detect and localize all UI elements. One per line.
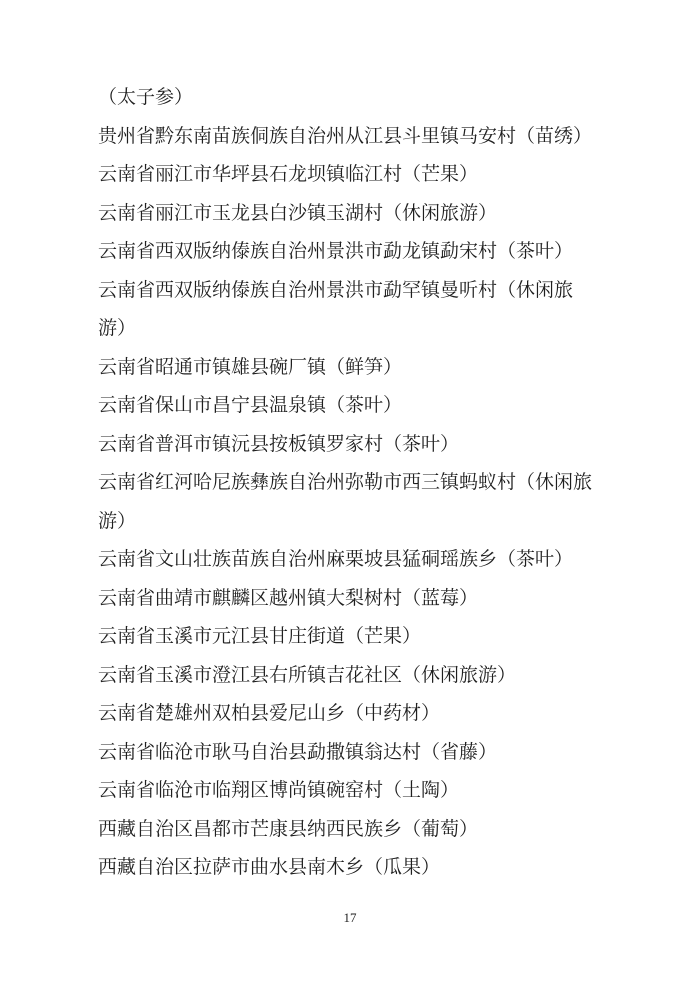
entry-list <box>98 79 595 888</box>
list-entry: 云南省保山市昌宁县温泉镇（茶叶） <box>98 395 403 416</box>
list-entry: 云南省文山壮族苗族自治州麻栗坡县猛硐瑶族乡（茶叶） <box>98 549 574 570</box>
list-entry: 云南省普洱市镇沅县按板镇罗家村（茶叶） <box>98 433 460 455</box>
list-entry: 云南省西双版纳傣族自治州景洪市勐龙镇勐宋村（茶叶） <box>98 241 574 262</box>
list-entry: 云南省玉溪市元江县甘庄街道（芒果） <box>98 626 422 647</box>
list-entry: （太子参） <box>98 87 194 108</box>
list-entry: 云南省楚雄州双柏县爱尼山乡（中药材） <box>98 703 441 724</box>
list-entry: 云南省临沧市耿马自治县勐撒镇翁达村（省藤） <box>98 741 498 763</box>
list-entry: 云南省丽江市玉龙县白沙镇玉湖村（休闲旅游） <box>98 202 498 224</box>
list-entry: 云南省昭通市镇雄县碗厂镇（鲜笋） <box>98 356 403 378</box>
list-entry: 云南省丽江市华坪县石龙坝镇临江村（芒果） <box>98 164 479 185</box>
list-entry: 云南省临沧市临翔区博尚镇碗窑村（土陶） <box>98 780 460 801</box>
list-entry: 云南省曲靖市麒麟区越州镇大梨树村（蓝莓） <box>98 587 479 609</box>
list-entry: 云南省西双版纳傣族自治州景洪市勐罕镇曼听村（休闲旅游） <box>98 279 574 339</box>
list-entry: 云南省红河哈尼族彝族自治州弥勒市西三镇蚂蚁村（休闲旅游） <box>98 472 593 532</box>
list-entry: 西藏自治区昌都市芒康县纳西民族乡（葡萄） <box>98 818 479 840</box>
list-entry: 云南省玉溪市澄江县右所镇吉花社区（休闲旅游） <box>98 664 517 686</box>
page-number: 17 <box>343 910 357 925</box>
list-entry: 贵州省黔东南苗族侗族自治州从江县斗里镇马安村（苗绣） <box>98 125 593 147</box>
list-entry: 西藏自治区拉萨市曲水县南木乡（瓜果） <box>98 857 441 878</box>
